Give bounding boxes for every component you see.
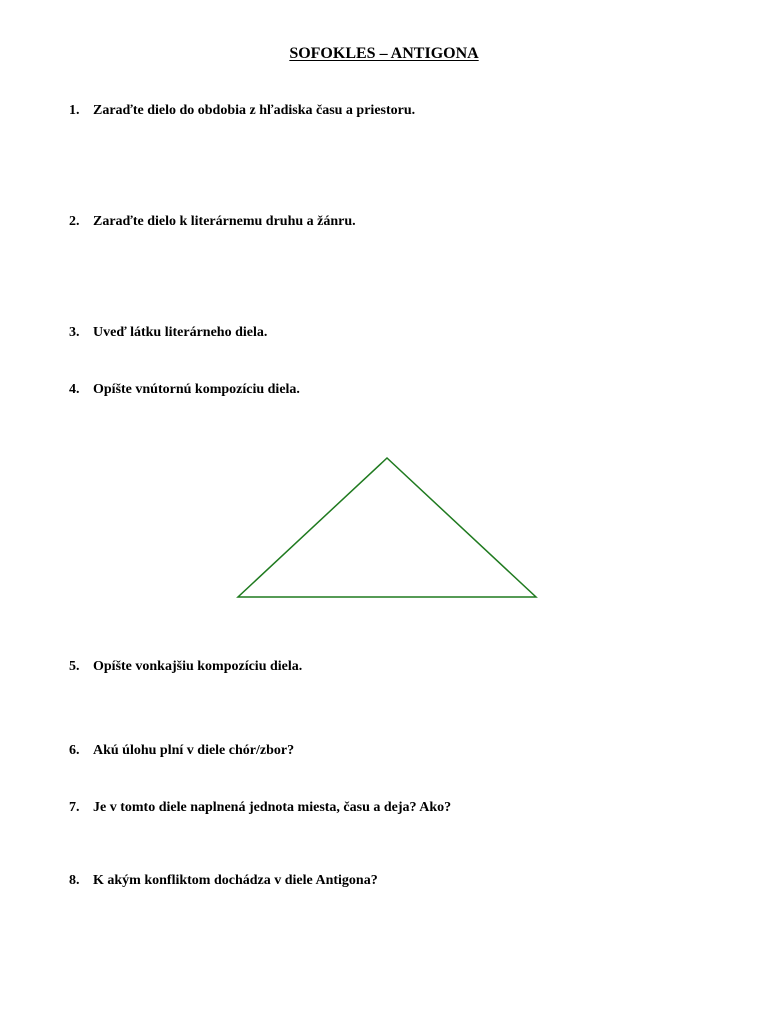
question-number: 3. — [69, 325, 80, 340]
question-text: Je v tomto diele naplnená jednota miesta, času a deja? Ako? — [93, 800, 452, 815]
question-number: 6. — [69, 743, 80, 758]
triangle-shape — [238, 458, 536, 597]
question-number: 4. — [69, 382, 80, 397]
question-number: 7. — [69, 800, 80, 815]
question-text: Zaraďte dielo k literárnemu druhu a žánru. — [93, 214, 356, 229]
question-7 — [69, 799, 451, 817]
question-text: Opíšte vnútornú kompozíciu diela. — [93, 382, 300, 397]
question-number: 1. — [69, 103, 80, 118]
question-6 — [69, 742, 294, 760]
question-text: Uveď látku literárneho diela. — [93, 325, 268, 340]
page-title: SOFOKLES – ANTIGONA — [289, 45, 479, 62]
question-text: Opíšte vonkajšiu kompozíciu diela. — [93, 659, 303, 674]
question-text: Akú úlohu plní v diele chór/zbor? — [93, 743, 295, 758]
question-5 — [69, 658, 302, 676]
question-text: Zaraďte dielo do obdobia z hľadiska času a priestoru. — [93, 103, 416, 118]
question-text: K akým konfliktom dochádza v diele Antigona? — [93, 873, 378, 888]
question-number: 2. — [69, 214, 80, 229]
question-number: 8. — [69, 873, 80, 888]
question-number: 5. — [69, 659, 80, 674]
question-8 — [69, 872, 378, 890]
